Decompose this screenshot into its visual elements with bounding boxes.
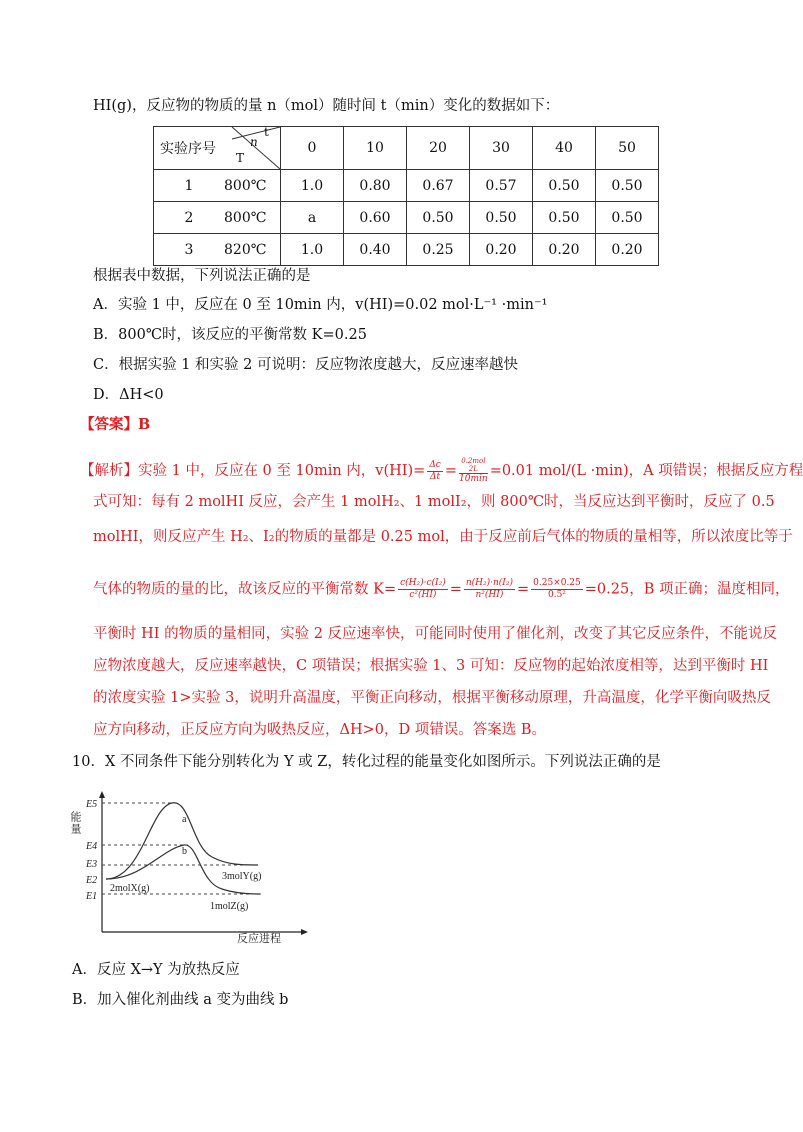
option-b: B．800℃时，该反应的平衡常数 K=0.25: [93, 327, 367, 343]
analysis-line-2: 式可知：每有 2 molHI 反应，会产生 1 molH₂、1 molI₂，则 800℃时，当反应达到平衡时，反应了 0.5: [93, 494, 775, 510]
table-cell: 0.60: [344, 202, 407, 234]
fraction-k1: [398, 578, 448, 601]
table-cell: 1.0: [281, 234, 344, 266]
analysis-line-6: 应物浓度越大，反应速率越快，C 项错误；根据实验 1、3 可知：反应物的起始浓度相等，达到平衡时 HI: [93, 658, 769, 674]
frac-num: 0.25×0.25: [533, 578, 581, 588]
time-header: 10: [344, 127, 407, 170]
table-cell: 0.57: [470, 170, 533, 202]
analysis-line-1: 【解析】实验 1 中，反应在 0 至 10min 内，v(HI)= $\frac{\Delta c}{\Delta t}$ = 0.2mol 2L 10min =0.01 mol/(L ·min)，A 项错误；根据反应方程: [80, 457, 803, 484]
answer-label: 【答案】B: [80, 416, 151, 433]
question-10-stem: 10．X 不同条件下能分别转化为 Y 或 Z，转化过程的能量变化如图所示。下列说法正确的是: [72, 754, 661, 770]
table-cell: 0.80: [344, 170, 407, 202]
analysis-line-4: 气体的物质的量的比，故该反应的平衡常数 K= $\frac{\text{c(H₂)·c(I₂)}}{\text{c²(HI)}}$ = $\frac{\text{n(H₂)·n(I₂)}}{\text{n²(HI)}}$ = $\frac{0.25\times 0.25}{\text{0.5²}}$ =0.25，B 项正确；温度相同，: [93, 578, 790, 600]
table-cell: 0.20: [533, 234, 596, 266]
frac-mid: 2L: [459, 465, 488, 474]
curve-b-label: b: [182, 846, 187, 857]
time-header: 0: [281, 127, 344, 170]
analysis-text: =0.25，B 项正确；温度相同，: [584, 581, 790, 598]
header-main: 实验序号: [160, 141, 216, 157]
curve-a-label: a: [182, 814, 187, 825]
frac-den: Δt: [430, 471, 441, 482]
level-e3: E3: [86, 859, 98, 870]
frac-num: 0.2mol: [461, 457, 486, 465]
header-n: n: [250, 135, 258, 149]
option-a: A．实验 1 中，反应在 0 至 10min 内，v(HI)=0.02 mol·L⁻¹ ·min⁻¹: [93, 297, 548, 313]
fraction-k3: [531, 578, 583, 601]
time-header: 50: [596, 127, 659, 170]
table-cell: 0.50: [470, 202, 533, 234]
frac-num: n(H₂)·n(I₂): [465, 578, 513, 588]
analysis-text: =0.01 mol/(L ·min)，A 项错误；根据反应方程: [489, 463, 803, 479]
fraction-values: [459, 457, 488, 485]
table-cell: 0.25: [407, 234, 470, 266]
x-axis-arrow: [301, 929, 308, 935]
analysis-line-7: 的浓度实验 1>实验 3，说明升高温度，平衡正向移动，根据平衡移动原理，升高温度，化学平衡向吸热反: [93, 690, 771, 706]
level-e2: E2: [86, 875, 98, 886]
question-10-option-b: B．加入催化剂曲线 a 变为曲线 b: [72, 992, 289, 1008]
table-cell: 0.50: [407, 202, 470, 234]
analysis-text: 【解析】实验 1 中，反应在 0 至 10min 内，v(HI)=: [80, 463, 426, 479]
energy-diagram: [69, 787, 312, 947]
frac-den: 0.5²: [547, 590, 566, 600]
frac-den: 10min: [459, 474, 488, 484]
time-header: 30: [470, 127, 533, 170]
table-cell: 1.0: [281, 170, 344, 202]
row-id: 1: [184, 177, 194, 194]
time-header: 20: [407, 127, 470, 170]
species-z: 1molZ(g): [210, 901, 249, 912]
table-row: [154, 234, 659, 266]
row-temp: 800℃: [224, 177, 267, 194]
species-x: 2molX(g): [110, 883, 150, 894]
frac-den: c²(HI): [409, 590, 437, 600]
analysis-line-5: 平衡时 HI 的物质的量相同，实验 2 反应速率快，可能同时使用了催化剂，改变了其它反应条件，不能说反: [93, 626, 778, 642]
intro-line: HI(g)，反应物的物质的量 n（mol）随时间 t（min）变化的数据如下：: [93, 98, 560, 114]
question-10-option-a: A．反应 X→Y 为放热反应: [72, 962, 240, 978]
option-d: D．ΔH<0: [93, 387, 164, 403]
header-t: t: [264, 125, 269, 139]
row-temp: 820℃: [224, 241, 267, 258]
row-temp: 800℃: [224, 209, 267, 226]
row-id: 3: [184, 241, 194, 258]
header-T: T: [236, 151, 245, 165]
time-header: 40: [533, 127, 596, 170]
x-axis-label: 反应进程: [237, 933, 281, 945]
table-cell: 0.50: [596, 202, 659, 234]
question-stem: 根据表中数据，下列说法正确的是: [93, 268, 311, 284]
table-cell: a: [281, 202, 344, 234]
frac-num: c(H₂)·c(I₂): [400, 578, 446, 588]
level-e5: E5: [86, 799, 98, 810]
analysis-text: 气体的物质的量的比，故该反应的平衡常数 K=: [93, 581, 397, 598]
table-cell: 0.40: [344, 234, 407, 266]
table-cell: 0.50: [533, 170, 596, 202]
species-y: 3molY(g): [222, 871, 262, 882]
frac-num: Δc: [429, 459, 441, 470]
fraction-k2: [464, 578, 515, 601]
table-cell: 0.20: [470, 234, 533, 266]
level-e4: E4: [86, 841, 98, 852]
table-cell: 0.20: [596, 234, 659, 266]
table-header-diagonal: [154, 127, 281, 170]
analysis-line-8: 应方向移动，正反应方向为吸热反应，ΔH>0，D 项错误。答案选 B。: [93, 722, 546, 738]
table-cell: 0.50: [533, 202, 596, 234]
data-table: [153, 126, 659, 266]
option-c: C．根据实验 1 和实验 2 可说明：反应物浓度越大，反应速率越快: [93, 357, 518, 373]
frac-den: n²(HI): [475, 590, 504, 600]
table-row: [154, 202, 659, 234]
fraction-rate: [427, 460, 443, 483]
table-row: [154, 170, 659, 202]
table-cell: 0.67: [407, 170, 470, 202]
y-axis-arrow: [99, 791, 105, 798]
table-cell: 0.50: [596, 170, 659, 202]
row-id: 2: [184, 209, 194, 226]
level-e1: E1: [86, 891, 98, 902]
y-axis-label: 能量: [69, 811, 81, 835]
analysis-line-3: molHI，则反应产生 H₂、I₂的物质的量都是 0.25 mol，由于反应前后气体的物质的量相等，所以浓度比等于: [93, 529, 793, 545]
